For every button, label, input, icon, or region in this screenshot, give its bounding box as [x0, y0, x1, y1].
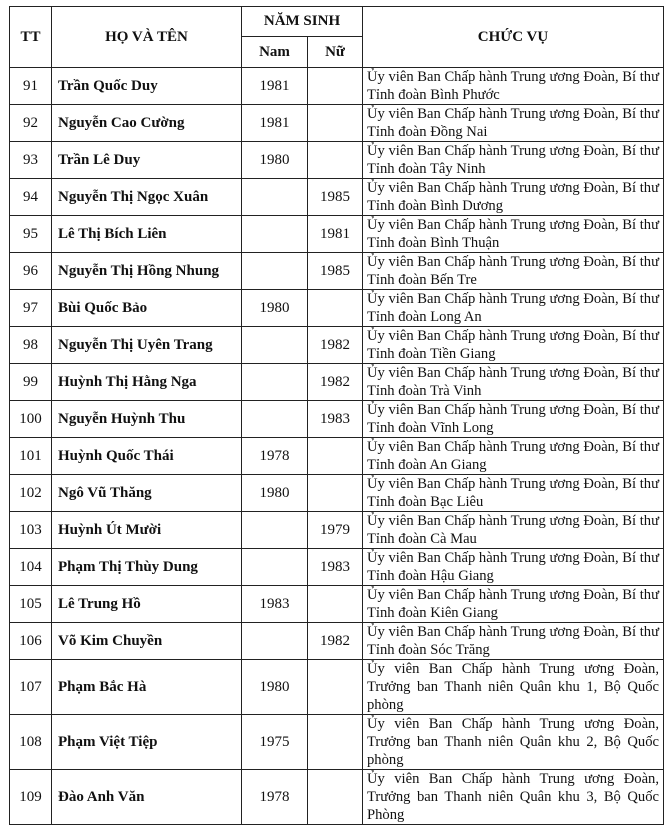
birth-year-female [308, 586, 363, 623]
birth-year-female [308, 660, 363, 715]
member-name: Nguyễn Thị Ngọc Xuân [52, 179, 242, 216]
member-position: Ủy viên Ban Chấp hành Trung ương Đoàn, Bí thư Tỉnh đoàn An Giang [363, 438, 664, 475]
table-row [10, 770, 664, 825]
member-name: Huỳnh Thị Hằng Nga [52, 364, 242, 401]
table-row [10, 401, 664, 438]
birth-year-male [242, 253, 308, 290]
row-number: 108 [10, 715, 52, 770]
table-row [10, 438, 664, 475]
member-name: Nguyễn Thị Uyên Trang [52, 327, 242, 364]
member-position: Ủy viên Ban Chấp hành Trung ương Đoàn, Trưởng ban Thanh niên Quân khu 1, Bộ Quốc phòng [363, 660, 664, 715]
member-name: Nguyễn Thị Hồng Nhung [52, 253, 242, 290]
member-position: Ủy viên Ban Chấp hành Trung ương Đoàn, Bí thư Tỉnh đoàn Cà Mau [363, 512, 664, 549]
row-number: 105 [10, 586, 52, 623]
member-position: Ủy viên Ban Chấp hành Trung ương Đoàn, Bí thư Tỉnh đoàn Tiền Giang [363, 327, 664, 364]
row-number: 93 [10, 142, 52, 179]
member-position: Ủy viên Ban Chấp hành Trung ương Đoàn, Bí thư Tỉnh đoàn Bình Dương [363, 179, 664, 216]
table-row [10, 475, 664, 512]
members-table [9, 6, 664, 825]
row-number: 101 [10, 438, 52, 475]
header-female: Nữ [308, 37, 363, 68]
table-body [10, 68, 664, 825]
member-name: Nguyễn Cao Cường [52, 105, 242, 142]
member-position: Ủy viên Ban Chấp hành Trung ương Đoàn, Trưởng ban Thanh niên Quân khu 3, Bộ Quốc Phòng [363, 770, 664, 825]
birth-year-male: 1980 [242, 142, 308, 179]
header-birth-year: NĂM SINH [242, 7, 363, 37]
member-name: Lê Thị Bích Liên [52, 216, 242, 253]
birth-year-male: 1981 [242, 105, 308, 142]
table-row [10, 623, 664, 660]
birth-year-male [242, 216, 308, 253]
birth-year-female [308, 770, 363, 825]
table-row [10, 142, 664, 179]
row-number: 98 [10, 327, 52, 364]
birth-year-male [242, 327, 308, 364]
row-number: 96 [10, 253, 52, 290]
member-position: Ủy viên Ban Chấp hành Trung ương Đoàn, Trưởng ban Thanh niên Quân khu 2, Bộ Quốc phòng [363, 715, 664, 770]
header-name: HỌ VÀ TÊN [52, 7, 242, 68]
member-position: Ủy viên Ban Chấp hành Trung ương Đoàn, Bí thư Tỉnh đoàn Hậu Giang [363, 549, 664, 586]
table-row [10, 216, 664, 253]
birth-year-female [308, 290, 363, 327]
row-number: 103 [10, 512, 52, 549]
member-name: Phạm Thị Thùy Dung [52, 549, 242, 586]
row-number: 102 [10, 475, 52, 512]
birth-year-male [242, 623, 308, 660]
row-number: 99 [10, 364, 52, 401]
member-name: Trần Quốc Duy [52, 68, 242, 105]
member-name: Phạm Việt Tiệp [52, 715, 242, 770]
table-row [10, 68, 664, 105]
birth-year-male: 1978 [242, 438, 308, 475]
birth-year-female: 1983 [308, 549, 363, 586]
member-name: Lê Trung Hồ [52, 586, 242, 623]
member-position: Ủy viên Ban Chấp hành Trung ương Đoàn, Bí thư Tỉnh đoàn Bạc Liêu [363, 475, 664, 512]
birth-year-male [242, 549, 308, 586]
birth-year-male: 1980 [242, 475, 308, 512]
birth-year-male: 1980 [242, 290, 308, 327]
row-number: 106 [10, 623, 52, 660]
table-row [10, 105, 664, 142]
birth-year-male [242, 179, 308, 216]
birth-year-female [308, 715, 363, 770]
birth-year-male: 1978 [242, 770, 308, 825]
member-name: Phạm Bắc Hà [52, 660, 242, 715]
row-number: 95 [10, 216, 52, 253]
birth-year-female: 1985 [308, 253, 363, 290]
birth-year-female: 1981 [308, 216, 363, 253]
header-position: CHỨC VỤ [363, 7, 664, 68]
birth-year-male [242, 512, 308, 549]
birth-year-female: 1983 [308, 401, 363, 438]
member-name: Nguyễn Huỳnh Thu [52, 401, 242, 438]
member-position: Ủy viên Ban Chấp hành Trung ương Đoàn, Bí thư Tỉnh đoàn Đồng Nai [363, 105, 664, 142]
birth-year-male: 1981 [242, 68, 308, 105]
birth-year-male: 1980 [242, 660, 308, 715]
row-number: 91 [10, 68, 52, 105]
birth-year-female [308, 142, 363, 179]
member-name: Trần Lê Duy [52, 142, 242, 179]
table-row [10, 512, 664, 549]
birth-year-female: 1979 [308, 512, 363, 549]
table-row [10, 364, 664, 401]
birth-year-female [308, 438, 363, 475]
birth-year-female: 1985 [308, 179, 363, 216]
row-number: 97 [10, 290, 52, 327]
row-number: 94 [10, 179, 52, 216]
table-row [10, 327, 664, 364]
member-position: Ủy viên Ban Chấp hành Trung ương Đoàn, Bí thư Tỉnh đoàn Vĩnh Long [363, 401, 664, 438]
table-row [10, 253, 664, 290]
row-number: 109 [10, 770, 52, 825]
member-name: Huỳnh Quốc Thái [52, 438, 242, 475]
table-row [10, 586, 664, 623]
table-row [10, 715, 664, 770]
birth-year-female: 1982 [308, 364, 363, 401]
member-position: Ủy viên Ban Chấp hành Trung ương Đoàn, Bí thư Tỉnh đoàn Trà Vinh [363, 364, 664, 401]
birth-year-male: 1983 [242, 586, 308, 623]
member-name: Ngô Vũ Thăng [52, 475, 242, 512]
birth-year-male [242, 364, 308, 401]
row-number: 107 [10, 660, 52, 715]
header-male: Nam [242, 37, 308, 68]
member-name: Bùi Quốc Bảo [52, 290, 242, 327]
birth-year-female [308, 475, 363, 512]
member-position: Ủy viên Ban Chấp hành Trung ương Đoàn, Bí thư Tỉnh đoàn Tây Ninh [363, 142, 664, 179]
birth-year-female [308, 68, 363, 105]
row-number: 104 [10, 549, 52, 586]
table-row [10, 549, 664, 586]
birth-year-male: 1975 [242, 715, 308, 770]
table-row [10, 290, 664, 327]
row-number: 92 [10, 105, 52, 142]
table-row [10, 660, 664, 715]
birth-year-female: 1982 [308, 327, 363, 364]
member-position: Ủy viên Ban Chấp hành Trung ương Đoàn, Bí thư Tỉnh đoàn Long An [363, 290, 664, 327]
header-tt: TT [10, 7, 52, 68]
member-position: Ủy viên Ban Chấp hành Trung ương Đoàn, Bí thư Tỉnh đoàn Bến Tre [363, 253, 664, 290]
member-position: Ủy viên Ban Chấp hành Trung ương Đoàn, Bí thư Tỉnh đoàn Bình Thuận [363, 216, 664, 253]
birth-year-female [308, 105, 363, 142]
member-name: Đào Anh Văn [52, 770, 242, 825]
member-position: Ủy viên Ban Chấp hành Trung ương Đoàn, Bí thư Tỉnh đoàn Bình Phước [363, 68, 664, 105]
birth-year-male [242, 401, 308, 438]
member-name: Võ Kim Chuyền [52, 623, 242, 660]
member-position: Ủy viên Ban Chấp hành Trung ương Đoàn, Bí thư Tỉnh đoàn Sóc Trăng [363, 623, 664, 660]
member-position: Ủy viên Ban Chấp hành Trung ương Đoàn, Bí thư Tỉnh đoàn Kiên Giang [363, 586, 664, 623]
birth-year-female: 1982 [308, 623, 363, 660]
member-name: Huỳnh Út Mười [52, 512, 242, 549]
table-row [10, 179, 664, 216]
row-number: 100 [10, 401, 52, 438]
